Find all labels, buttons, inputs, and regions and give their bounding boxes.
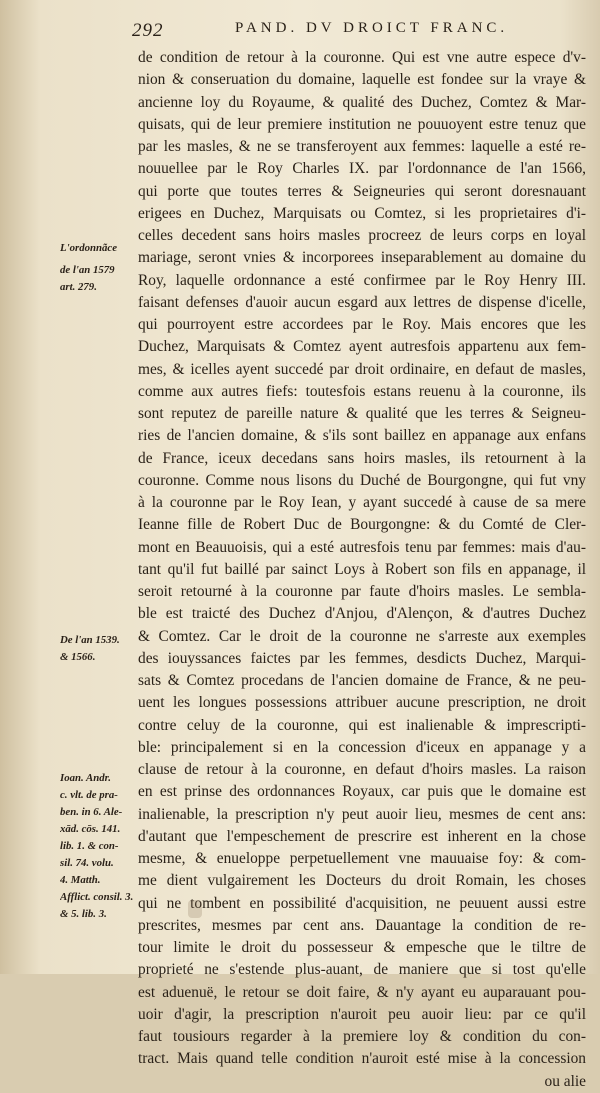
text-line: proprieté ne s'estende plus-auant, de maniere que si tost qu'elle [138,961,586,979]
margin-note-line: Afflict. consil. 3. [60,891,134,903]
text-line: sats & Comtez procedans de l'ancien domaine de France, & ne peu- [138,672,586,689]
margin-note-line: art. 279. [60,281,97,293]
page-number: 292 [132,20,164,41]
text-line: nion & conseruation du domaine, laquelle est fondee sur la vraye & [138,71,586,89]
text-line: couronne. Comme nous lisons du Duché de Bourgongne, qui fut vny [138,471,586,489]
margin-note-line: & 5. lib. 3. [60,908,107,920]
text-line: qui ne tombent en possibilité d'acquisition, ne peuuent aussi estre [138,894,586,912]
text-line: inalienable, la prescription n'y peut auoir lieu, mesmes de cent ans: [138,805,586,823]
margin-note-line: L'ordonnãce [60,242,117,254]
margin-note-line: De l'an 1539. [60,634,120,646]
text-line: à la couronne par le Roy Iean, y ayant succedé à cause de sa mere [138,494,586,511]
margin-note-line: sil. 74. volu. [60,857,114,869]
text-line: me dient vulgairement les Docteurs du droit Romain, les choses [138,872,586,890]
text-line: ries de l'ancien domaine, & s'ils sont baillez en appanage aux enfans [138,427,586,445]
text-line: mesme, & enueloppe perpetuellement vne mauuaise foy: & com- [138,850,586,867]
text-line: clause de retour à la couronne, en defaut d'hoirs masles. La raison [138,761,586,778]
text-line: seroit retourné à la couronne par faute d'hoirs masles. Le sembla- [138,583,586,600]
ink-smudge [188,900,202,918]
text-line: qui porte que toutes terres & Seigneuries qui seront doresnauant [138,182,586,200]
margin-note [60,632,142,666]
text-line: quisats, qui de leur premiere institution ne pouuoyent estre tenuz que [138,115,586,133]
running-head: PAND. DV DROICT FRANC. [235,20,509,36]
margin-note [60,770,142,923]
page-header [0,18,600,48]
text-line: erigees en Duchez, Marquisats ou Comtez, si les proprietaires d'i- [138,204,586,222]
text-line: tract. Mais quand telle condition n'auroit esté mise à la concession [138,1050,586,1068]
text-line: uoir d'agir, la prescription n'auroit peu auoir lieu: par ce qu'il [138,1005,586,1023]
margin-note-line: xād. cōs. 141. [60,823,121,835]
margin-note [60,262,142,296]
text-line: ancienne loy du Royaume, & qualité des Duchez, Comtez & Mar- [138,93,586,111]
text-line: nouuellee par le Roy Charles IX. par l'ordonnance de l'an 1566, [138,160,586,178]
text-line: en est prinse des ordonnances Royaux, car puis que le domaine est [138,783,586,801]
body-text [138,47,586,1093]
text-line: celles decedent sans hoirs masles procreez de leurs corps en loyal [138,227,586,244]
text-line: de condition de retour à la couronne. Qui est vne autre espece d'v- [138,49,586,66]
margin-note-line: de l'an 1579 [60,264,115,276]
text-line: ble: principalement si en la concession d'iceux en appanage y a [138,738,586,756]
text-line: de France, iceux decedans sans hoirs masles, ils retournent à la [138,449,586,467]
text-line: tour limite le droit du possesseur & empesche que le tiltre de [138,939,586,956]
text-line: est aduenuë, le retour se doit faire, & n'y ayant eu auparauant pou- [138,983,586,1001]
text-line: prescrites, mesmes par cent ans. Dauantage la condition de re- [138,916,586,934]
text-line: ble est traicté des Duchez d'Anjou, d'Alençon, & d'autres Duchez [138,605,586,623]
text-line: des iouyssances faictes par les femmes, desdicts Duchez, Marqui- [138,649,586,667]
text-line: faisant defenses d'auoir aucun esgard aux lettres de dispense d'icelle, [138,293,586,311]
text-line: sont reputez de pareille nature & qualité que les terres & Seigneu- [138,405,586,422]
margin-note-line: c. vlt. de pra- [60,789,118,801]
margin-note-line: lib. 1. & con- [60,840,119,852]
margin-note-line: & 1566. [60,651,96,663]
text-line: mont en Beauuoisis, qui a esté autresfois tenu par femmes: mais d'au- [138,538,586,556]
text-line: mes, & icelles ayent succedé par droit ordinaire, en defaut de masles, [138,360,586,378]
text-line: par les masles, & ne se transferoyent aux femmes: laquelle a esté re- [138,138,586,155]
text-line: & Comtez. Car le droit de la couronne ne s'arreste aux exemples [138,627,586,645]
text-line: qui pourroyent estre accordees par le Roy. Mais encores que les [138,316,586,333]
text-line: d'autant que l'empeschement de prescrire est inherent en la chose [138,827,586,845]
margin-note-line: 4. Matth. [60,874,101,886]
margin-note [60,240,142,257]
text-line: mariage, seront vnies & incorporees inseparablement au domaine du [138,249,586,267]
margin-note-line: ben. in 6. Ale- [60,806,123,818]
text-line: contre celuy de la couronne, qui est inalienable & imprescripti- [138,716,586,734]
text-line: faut tousiours regarder à la premiere loy & condition du con- [138,1028,586,1045]
text-line: tant qu'il fut baillé par sainct Loys à Robert son fils en appanage, il [138,560,586,578]
text-line: Duchez, Marquisats & Comtez ayent autresfois appartenu aux fem- [138,338,586,356]
text-line: comme aux autres fiefs: toutesfois estans reuenu à la couronne, ils [138,382,586,400]
text-line: ou alie [544,1072,586,1090]
text-line: Roy, laquelle ordonnance a esté confirmee par le Roy Henry III. [138,271,586,289]
margin-note-line: Ioan. Andr. [60,772,111,784]
text-line: Ieanne fille de Robert Duc de Bourgongne: & du Comté de Cler- [138,516,586,534]
text-line: uent les longues possessions attribuer aucune prescription, ne droit [138,694,586,712]
